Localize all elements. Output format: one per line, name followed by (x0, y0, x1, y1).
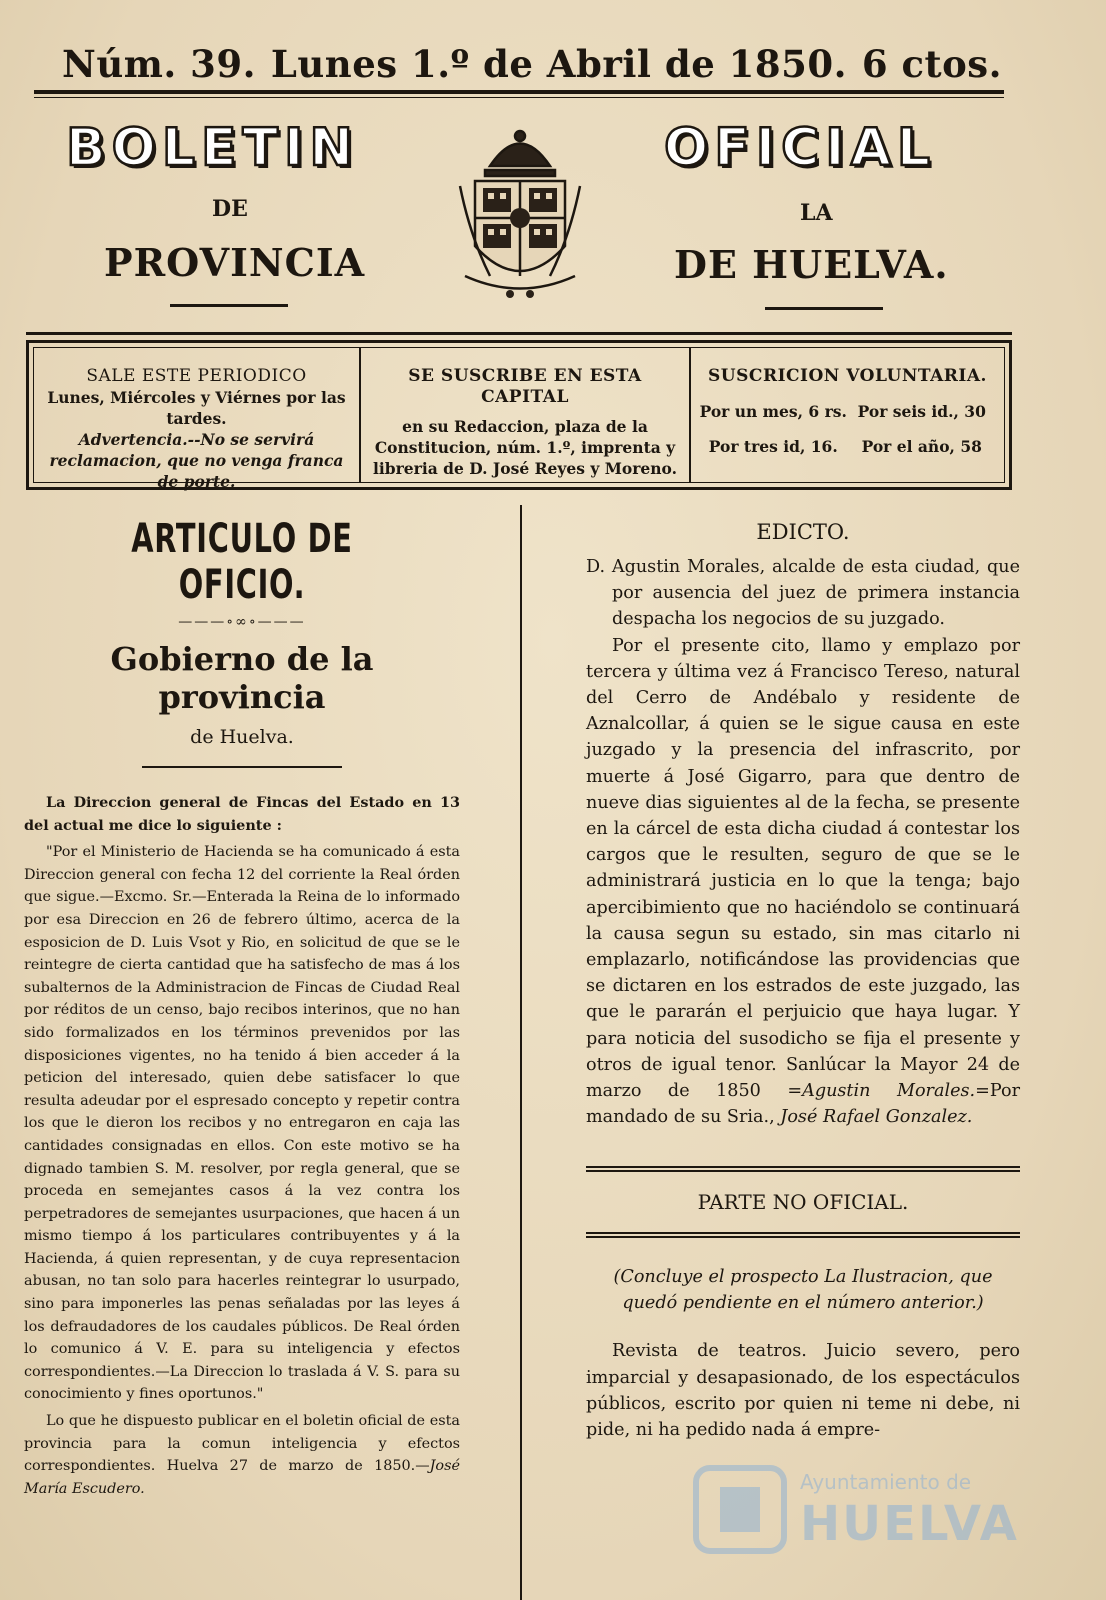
revista-body (586, 1338, 1020, 1443)
column-separator (520, 505, 522, 1600)
sub-left-big: PROVINCIA (104, 240, 366, 285)
masthead-rule-thick (34, 90, 1004, 94)
rate-1: Por un mes, 6 rs. (699, 402, 847, 421)
edict-signature-2: José Rafael Gonzalez. (780, 1107, 973, 1128)
rates-grid (699, 401, 996, 457)
article-signature: José María Escudero. (24, 1458, 460, 1497)
rate-4: Por el año, 58 (861, 437, 982, 456)
sub-right-rule (765, 307, 883, 310)
archive-watermark (690, 1462, 1019, 1557)
info-box-subscribe (359, 348, 689, 482)
article-paragraph-1: La Direccion general de Fincas del Estado en 13 del actual me dice lo siguiente : (24, 794, 460, 834)
edict-paragraph-2 (586, 633, 1020, 1131)
info-box-publication (34, 348, 359, 491)
issue-number: Núm. 39. (62, 42, 257, 86)
heading-rule (142, 766, 342, 768)
info-box3-head: SUSCRICION VOLUNTARIA. (708, 366, 987, 386)
masthead-line (62, 42, 1002, 86)
conclude-note: (Concluye el prospecto La Ilustracion, que quedó pendiente en el número anterior.) (613, 1267, 993, 1314)
article-heading: Gobierno de la provincia (110, 640, 374, 716)
revista-paragraph: Revista de teatros. Juicio severo, pero imparcial y desapasionado, de los espectáculos públicos, escrito por quien ni teme ni debe, ni pide, ni ha pedido nada á empre- (586, 1341, 1020, 1441)
section-rule-top (586, 1166, 1020, 1172)
ornament-divider: ———∘∞∘——— (178, 614, 306, 630)
watermark-shield-icon (690, 1462, 790, 1557)
info-box1-note: Advertencia.--No se servirá reclamacion, que no venga franca de porte. (49, 430, 344, 491)
info-box1-head: SALE ESTE PERIODICO (86, 366, 307, 386)
title-right: OFICIAL (664, 118, 936, 178)
subscription-info (26, 340, 1012, 490)
right-column (586, 520, 1020, 1443)
edict-body (586, 554, 1020, 1130)
issue-date: Lunes 1.º de Abril de 1850. (270, 42, 847, 86)
rate-2: Por seis id., 30 (857, 402, 986, 421)
title-left: BOLETIN (66, 118, 359, 178)
sub-left-rule (170, 304, 288, 307)
sub-right-small: LA (800, 200, 833, 226)
article-closing-text: Lo que he dispuesto publicar en el boletin oficial de esta provincia para la comun inteligencia y efectos correspondientes. Huelva 27 de marzo de 1850.— (24, 1413, 460, 1475)
info-box1-line: Lunes, Miércoles y Viérnes por las tardes. (47, 388, 346, 428)
header-rule-bottom (26, 332, 1012, 335)
info-box2-head: SE SUSCRIBE EN ESTA CAPITAL (408, 366, 642, 407)
left-column (24, 512, 460, 1500)
watermark-small-text: Ayuntamiento de (800, 1470, 972, 1494)
article-title: ARTICULO DE OFICIO. (131, 516, 353, 608)
section-rule-bottom (586, 1232, 1020, 1238)
masthead-rule-thin (34, 97, 1004, 98)
article-body (24, 792, 460, 1500)
info-box2-text: en su Redaccion, plaza de la Constitucion, núm. 1.º, imprenta y libreria de D. José Reyes y Moreno. (373, 417, 677, 478)
rate-3: Por tres id, 16. (708, 437, 838, 456)
article-subheading: de Huelva. (190, 726, 294, 748)
coat-of-arms-icon (455, 126, 585, 306)
edict-signature-1: Agustin Morales. (802, 1081, 976, 1102)
sub-right-big: DE HUELVA. (674, 242, 949, 287)
issue-price: 6 ctos. (861, 42, 1002, 86)
watermark-big-text: HUELVA (800, 1496, 1019, 1552)
info-box-rates (689, 348, 1004, 482)
section-heading: PARTE NO OFICIAL. (697, 1190, 909, 1215)
edict-mandate: =Por mandado de su Sria., (586, 1081, 1020, 1128)
sub-left-small: DE (212, 196, 248, 222)
edict-paragraph-1: D. Agustin Morales, alcalde de esta ciudad, que por ausencia del juez de primera instancia despacha los negocios de su juzgado. (586, 557, 1020, 630)
edict-heading: EDICTO. (756, 520, 850, 544)
article-paragraph-3 (24, 1410, 460, 1500)
article-paragraph-2: "Por el Ministerio de Hacienda se ha comunicado á esta Direccion general con fecha 12 del corriente la Real órden que sigue.—Excmo. Sr.—Enterada la Reina de lo informado por esa Direccion en 26 de febrero último, acerca de la esposicion de D. Luis Vsot y Rio, en solicitud de que se le reintegre de cierta cantidad que ha satisfecho de mas á los subalternos de la Administracion de Fincas de Ciudad Real por réditos de un censo, bajo recibos interinos, que no han sido formalizados en los términos prevenidos por las disposiciones vigentes, no ha tenido á bien acceder á la peticion del interesado, quien debe satisfacer lo que resulta adeudar por el espresado concepto y repetir contra los que le dieron los recibos y no entregaron en caja las cantidades consignadas en ellos. Con este motivo se ha dignado tambien S. M. resolver, por regla general, que se proceda en semejantes casos á la vez contra los perpetradores de semejantes usurpaciones, que hacen á un mismo tiempo á los particulares contribuyentes y á la Hacienda, á quien representan, y de cuya representacion abusan, no tan solo para hacerles reintegrar lo usurpado, sino para imponerles las penas señaladas por las leyes á los defraudadores de los caudales públicos. De Real órden lo comunico á V. E. para su inteligencia y efectos correspondientes.—La Direccion lo traslada á V. S. para su conocimiento y fines oportunos." (24, 844, 460, 1403)
edict-main-text: Por el presente cito, llamo y emplazo por tercera y última vez á Francisco Tereso, natural del Cerro de Andébalo y residente de Aznalcollar, á quien se le sigue causa en este juzgado y la presencia del infrascrito, por muerte á José Gigarro, para que dentro de nueve dias siguientes al de la fecha, se presente en la cárcel de esta dicha ciudad á contestar los cargos que le resulten, seguro de que se le administrará justicia en lo que la tenga; bajo apercibimiento que no haciéndolo se continuará la causa segun su estado, sin mas citarlo ni emplazarlo, notificándose las providencias que se dictaren en los estrados de este juzgado, las que le pararán el perjuicio que haya lugar. Y para noticia del susodicho se fija el presente y otros de igual tenor. Sanlúcar la Mayor 24 de marzo de 1850 = (586, 635, 1020, 1102)
